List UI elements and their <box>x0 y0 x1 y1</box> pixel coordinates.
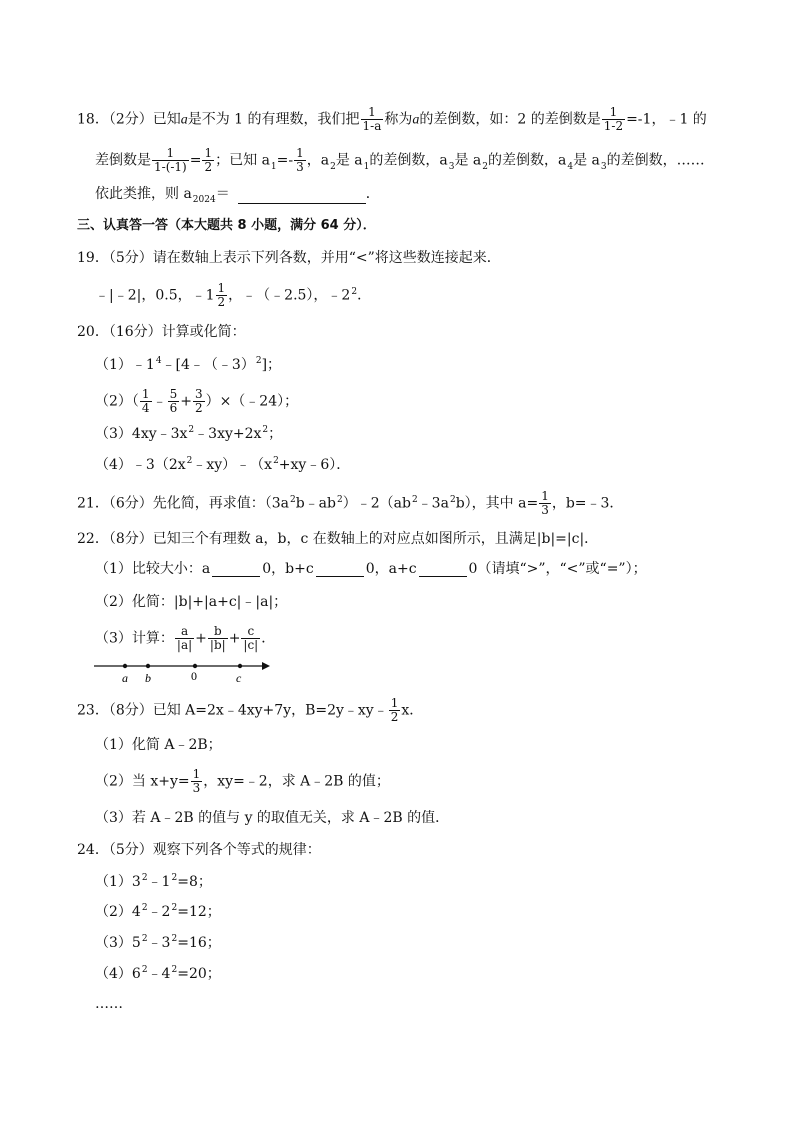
fraction: $\frac{1}{1-(-1)}$ <box>154 146 187 174</box>
point-c <box>238 664 242 668</box>
q21-text: 21．（6分）先化简，再求值：$(3a^2b﹣ab^2)﹣2(ab^2﹣3a^2b)$，其中 a= $\frac{1}{3}$ ，b=﹣3． <box>77 489 624 517</box>
q23-title: 23．（8分）已知 A=2x﹣4xy+7y，B=2y﹣xy﹣ $\frac{1}{2}$ x． <box>77 696 424 724</box>
q24-row-1: $(1)3^2﹣1^2=8$； <box>95 873 212 890</box>
q18-line-3: 依此类推，则 $a_{2024}=$ ． <box>95 186 380 205</box>
number-line <box>90 657 275 685</box>
q24-row-4: $(4)6^2﹣4^2=20$； <box>95 965 221 982</box>
answer-blank-a-plus-c[interactable] <box>419 562 467 577</box>
q22-part-1: （1）比较大小：a 0，b+c 0，a+c 0（请填“>”，“<”或“=”）； <box>95 561 647 577</box>
fraction: $\frac{5}{6}$ <box>169 387 178 415</box>
fraction: $\frac{1}{2}$ <box>204 146 213 174</box>
label-c: c <box>236 671 242 685</box>
q20-part-4: $(4)﹣3(2x^2﹣xy)﹣(x^2+xy﹣6)$． <box>95 456 351 473</box>
q22-part-3: （3）计算： $\frac{a}{|a|}$ + $\frac{b}{|b|}$ + $\frac{c}{|c|}$ ． <box>95 624 276 652</box>
q20-part-2: （2）（ $\frac{1}{4}$ ﹣ $\frac{5}{6}$ + $\frac{3}{2}$ ）×（﹣24）； <box>95 387 299 415</box>
point-0 <box>193 664 197 668</box>
q19-title: 19．（5分）请在数轴上表示下列各数，并用“<”将这些数连接起来． <box>77 250 501 266</box>
label-a: a <box>122 671 128 685</box>
q22-title: 22．（8分）已知三个有理数 a，b，c 在数轴上的对应点如图所示，且满足|b|=|c|． <box>77 531 599 547</box>
fraction: $\frac{b}{|b|}$ <box>209 624 226 652</box>
q24-title: 24．（5分）观察下列各个等式的规律： <box>77 842 321 858</box>
q24-row-3: $(3)5^2﹣3^2=16$； <box>95 934 221 951</box>
fraction: $\frac{1}{3}$ <box>541 489 549 517</box>
q22-part-2: （2）化简：|b|+|a+c|﹣|a|； <box>95 594 288 610</box>
fraction: $\frac{1}{3}$ <box>192 767 201 795</box>
fraction: $\frac{1}{2}$ <box>217 281 226 309</box>
point-a <box>123 664 127 668</box>
q23-part-2: （2）当 x+y= $\frac{1}{3}$ ，xy=﹣2，求 A﹣2B 的值； <box>95 767 390 795</box>
axis-arrow-icon <box>262 662 270 670</box>
fraction: $\frac{c}{|c|}$ <box>243 624 259 652</box>
answer-blank-b-plus-c[interactable] <box>316 562 364 577</box>
fraction: $\frac{1}{2}$ <box>390 696 399 724</box>
q20-title: 20．（16分）计算或化简： <box>77 324 246 340</box>
point-b <box>146 664 150 668</box>
q24-row-2: $(2)4^2﹣2^2=12$； <box>95 903 221 920</box>
fraction: $\frac{1}{1-a}$ <box>362 105 382 133</box>
q18-line-2: 差倒数是 $\frac{1}{1-(-1)}$ = $\frac{1}{2}$ ；已知 $a_1=-$ $\frac{1}{3}$ ，$a_2$是 $a_1$的差倒数，$a_3$是 $a_2$的差倒数，$a_4$是 $a_3$的差倒数，…… <box>95 146 705 174</box>
q20-part-3: $(3)4xy﹣3x^2﹣3xy+2x^2$； <box>95 425 283 442</box>
q18-line-1: 18．（2分）已知a是不为 1 的有理数，我们把 $\frac{1}{1-a}$ 称为a的差倒数，如：2 的差倒数是 $\frac{1}{1-2}$ =-1，﹣1 的 <box>77 105 707 133</box>
fraction: $\frac{1}{4}$ <box>141 387 150 415</box>
label-b: b <box>145 671 151 685</box>
label-0: 0 <box>191 669 197 683</box>
answer-blank[interactable] <box>238 189 366 204</box>
q24-ellipsis: …… <box>95 996 123 1012</box>
fraction: $\frac{1}{3}$ <box>296 146 304 174</box>
section-heading: 三、认真答一答（本大题共 8 小题，满分 64 分）． <box>77 218 376 233</box>
fraction: $\frac{1}{1-2}$ <box>603 105 624 133</box>
q23-part-1: （1）化简 A﹣2B； <box>95 737 222 753</box>
q20-part-1: $(1)﹣1^4﹣[4﹣(﹣3)^2]$； <box>95 356 282 373</box>
fraction: $\frac{3}{2}$ <box>194 387 203 415</box>
q19-numbers: ﹣|﹣2|，0.5，﹣1 $\frac{1}{2}$ ，﹣（﹣2.5），$﹣2^2$． <box>95 281 372 309</box>
fraction: $\frac{a}{|a|}$ <box>176 624 193 652</box>
q23-part-3: （3）若 A﹣2B 的值与 y 的取值无关，求 A﹣2B 的值． <box>95 810 450 826</box>
answer-blank-a[interactable] <box>212 562 260 577</box>
